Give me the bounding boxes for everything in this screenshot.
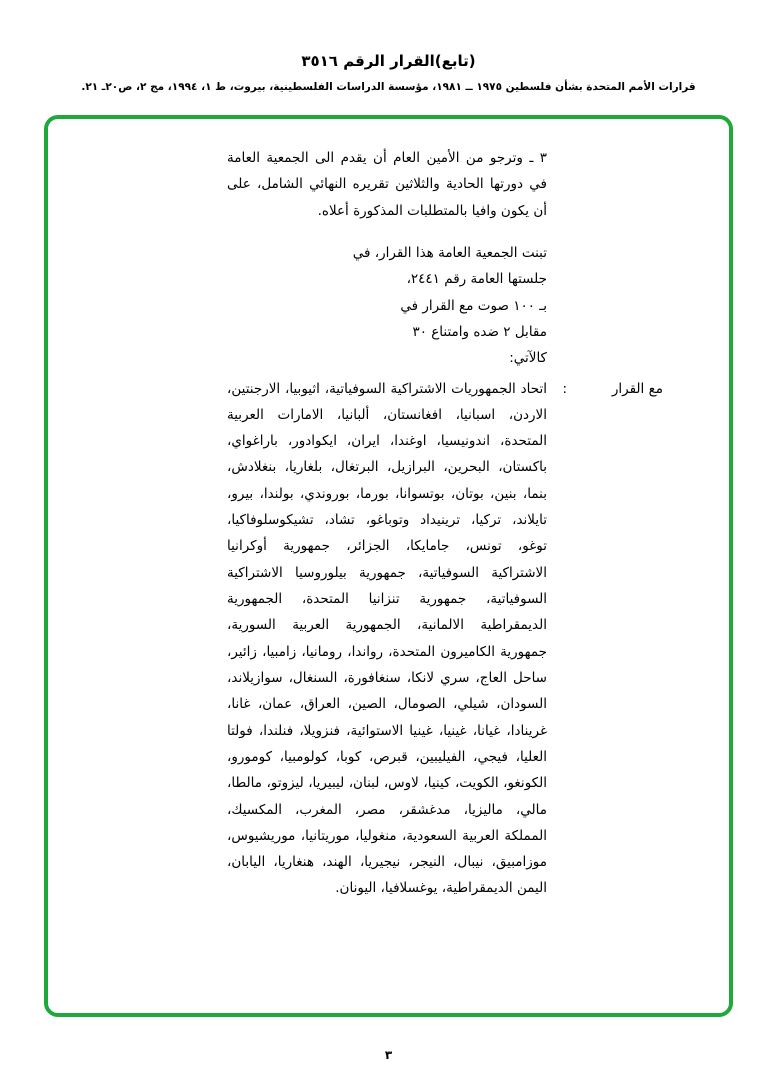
vote-line-5: كالآتي: — [509, 350, 547, 367]
countries-label: مع القرار — [611, 380, 663, 397]
page-number: ٣ — [384, 1048, 393, 1062]
document-header — [0, 52, 777, 95]
vote-line-1: تبنت الجمعية العامة هذا القرار، في — [352, 244, 547, 261]
countries-in-favor — [227, 376, 663, 902]
vote-line-4: مقابل ٢ ضده وامتناع ٣٠ — [412, 323, 547, 340]
vote-line-3: بـ ١٠٠ صوت مع القرار في — [400, 297, 547, 314]
source-citation: قرارات الأمم المتحدة بشأن فلسطين ١٩٧٥ ــ ١٩٨١، مؤسسة الدراسات الفلسطينية، بيروت، ط ١، ١٩٩٤، مج ٢، ص٢٠ـ ٢١. — [81, 81, 696, 93]
vote-line-2: جلستها العامة رقم ٢٤٤١، — [406, 271, 547, 288]
countries-list: اتحاد الجمهوريات الاشتراكية السوفياتية، اثيوبيا، الارجنتين، الاردن، اسبانيا، افغانستان، ألبانيا، الامارات العربية المتحدة، اندونيسيا، اوغندا، ايران، ايكوادور، باراغواي، باكستان، البحرين، البرازيل، البرتغال، بلغاريا، بنغلادش، بنما، بنين، بوتان، بوتسوانا، بورما، بوروندي، بولندا، بيرو، تايلاند، تركيا، ترينيداد وتوباغو، تشاد، تشيكوسلوفاكيا، توغو، تونس، جامايكا، الجزائر، جمهورية أوكرانيا الاشتراكية السوفياتية، جمهورية بيلوروسيا الاشتراكية السوفياتية، جمهورية تنزانيا المتحدة، الجمهورية الديمقراطية الالمانية، الجمهورية العربية السورية، جمهورية الكاميرون المتحدة، رواندا، رومانيا، زامبيا، زائير، ساحل العاج، سري لانكا، سنغافورة، السنغال، سوازيلاند، السودان، شيلي، الصومال، الصين، العراق، عمان، غانا، غرينادا، غيانا، غينيا، غينيا الاستوائية، فنزويلا، فنلندا، فولتا العليا، فيجي، الفيليبين، قبرص، كوبا، كولومبيا، كومورو، الكونغو، الكويت، كينيا، لاوس، لبنان، ليبيريا، ليزوتو، مالطا، مالي، ماليزيا، مدغشقر، مصر، المغرب، المكسيك، المملكة العربية السعودية، منغوليا، موريتانيا، موريشيوس، موزامبيق، نيبال، النيجر، نيجيريا، الهند، هنغاريا، اليابان، اليمن الديمقراطية، يوغسلافيا، اليونان. — [227, 380, 547, 897]
document-body — [227, 145, 663, 902]
content-frame — [44, 115, 733, 1017]
page-title: (تابع)القرار الرقم ٣٥١٦ — [301, 52, 476, 70]
countries-colon: : — [562, 380, 567, 397]
paragraph-3: ٣ ـ وترجو من الأمين العام أن يقدم الى الجمعية العامة في دورتها الحادية والثلاثين تقريره النهائي الشامل، على أن يكون وافيا بالمتطلبات المذكورة أعلاه. — [227, 150, 547, 219]
vote-summary — [227, 240, 547, 372]
